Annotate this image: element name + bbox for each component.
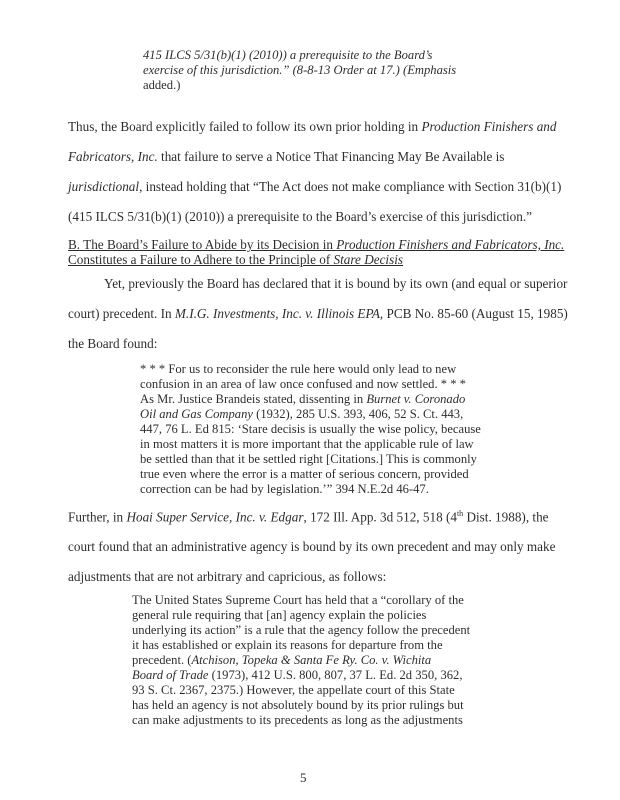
text-line: Yet, previously the Board has declared that it is bound by its own (and equal or superior	[104, 276, 568, 291]
quote-line: underlying its action” is a rule that the agency follow the precedent	[132, 623, 471, 637]
quote-line: confusion in an area of law once confused and now settled. * * *	[140, 377, 466, 391]
text-line: the Board found:	[68, 336, 158, 351]
text-line: Thus, the Board explicitly failed to follow its own prior holding in Production Finishers and	[68, 119, 557, 134]
quote-line: Oil and Gas Company (1932), 285 U.S. 393, 406, 52 S. Ct. 443,	[140, 407, 464, 421]
quote-line: The United States Supreme Court has held that a “corollary of the	[132, 593, 464, 607]
quote-line: in most matters it is more important that the applicable rule of law	[140, 437, 474, 451]
quote-line: added.)	[143, 78, 181, 92]
quote-line: * * * For us to reconsider the rule here would only lead to new	[140, 362, 457, 376]
page-number: 5	[300, 770, 307, 785]
quote-line: it has established or explain its reasons for departure from the	[132, 638, 443, 652]
quote-line: 415 ILCS 5/31(b)(1) (2010)) a prerequisite to the Board’s	[143, 48, 433, 62]
quote-line: As Mr. Justice Brandeis stated, dissenting in Burnet v. Coronado	[140, 392, 466, 406]
quote-line: exercise of this jurisdiction.” (8-8-13 Order at 17.) (Emphasis	[143, 63, 457, 77]
text-line: adjustments that are not arbitrary and capricious, as follows:	[68, 569, 387, 584]
heading-line: Constitutes a Failure to Adhere to the Principle of Stare Decisis	[68, 252, 404, 267]
quote-line: precedent. (Atchison, Topeka & Santa Fe Ry. Co. v. Wichita	[132, 653, 432, 667]
quote-line: can make adjustments to its precedents as long as the adjustments	[132, 713, 463, 727]
heading-line: B. The Board’s Failure to Abide by its Decision in Production Finishers and Fabricators, Inc.	[68, 237, 565, 252]
text-line: court found that an administrative agency is bound by its own precedent and may only make	[68, 539, 556, 554]
quote-line: general rule requiring that [an] agency explain the policies	[132, 608, 427, 622]
quote-line: correction can be had by legislation.’” 394 N.E.2d 46-47.	[140, 482, 429, 496]
text-line: jurisdictional, instead holding that “The Act does not make compliance with Section 31(b)(1)	[68, 179, 562, 194]
text-line: court) precedent. In M.I.G. Investments, Inc. v. Illinois EPA, PCB No. 85-60 (August 15, 1985)	[68, 306, 568, 321]
quote-line: be settled than that it be settled right [Citations.] This is commonly	[140, 452, 477, 466]
text-line: Fabricators, Inc. that failure to serve a Notice That Financing May Be Available is	[68, 149, 505, 164]
quote-line: Board of Trade (1973), 412 U.S. 800, 807, 37 L. Ed. 2d 350, 362,	[132, 668, 463, 682]
text-line: (415 ILCS 5/31(b)(1) (2010)) a prerequisite to the Board’s exercise of this jurisdiction.”	[68, 209, 533, 224]
quote-line: has held an agency is not absolutely bound by its prior rulings but	[132, 698, 464, 712]
quote-line: true even where the error is a matter of serious concern, provided	[140, 467, 469, 481]
quote-line: 93 S. Ct. 2367, 2375.) However, the appellate court of this State	[132, 683, 455, 697]
text-line: Further, in Hoai Super Service, Inc. v. Edgar, 172 Ill. App. 3d 512, 518 (4th Dist. 1988), the	[68, 509, 549, 525]
quote-line: 447, 76 L. Ed 815: ‘Stare decisis is usually the wise policy, because	[140, 422, 481, 436]
